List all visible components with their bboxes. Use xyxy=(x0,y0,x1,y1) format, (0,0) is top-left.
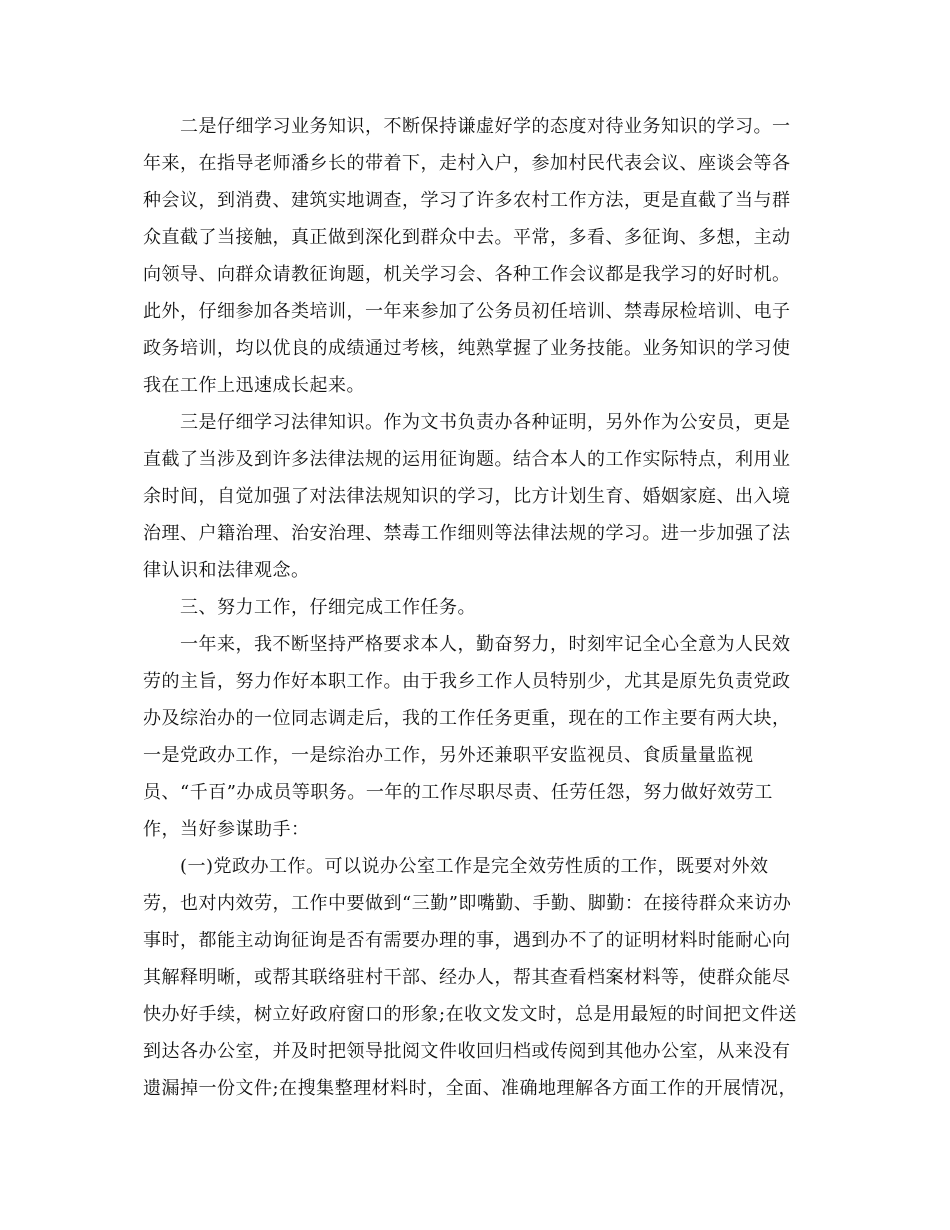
body-line: (一)党政办工作。可以说办公室工作是完全效劳性质的工作，既要对外效 xyxy=(143,856,769,877)
body-line: 劳，也对内效劳，工作中要做到“三勤”即嘴勤、手勤、脚勤：在接待群众来访办 xyxy=(143,893,792,914)
section-heading: 三、努力工作，仔细完成工作任务。 xyxy=(143,597,476,618)
body-line: 种会议，到消费、建筑实地调查，学习了许多农村工作方法，更是直截了当与群 xyxy=(143,190,791,211)
body-line: 我在工作上迅速成长起来。 xyxy=(143,375,365,396)
body-line: 众直截了当接触，真正做到深化到群众中去。平常，多看、多征询、多想，主动 xyxy=(143,227,791,248)
body-line: 此外，仔细参加各类培训，一年来参加了公务员初任培训、禁毒尿检培训、电子 xyxy=(143,301,791,322)
body-line: 员、“千百”办成员等职务。一年的工作尽职尽责、任劳任怨，努力做好效劳工 xyxy=(143,782,773,803)
body-line: 政务培训，均以优良的成绩通过考核，纯熟掌握了业务技能。业务知识的学习使 xyxy=(143,338,791,359)
body-line: 三是仔细学习法律知识。作为文书负责办各种证明，另外作为公安员，更是 xyxy=(143,412,791,433)
body-line: 办及综治办的一位同志调走后，我的工作任务更重，现在的工作主要有两大块， xyxy=(143,708,791,729)
body-line: 一年来，我不断坚持严格要求本人，勤奋努力，时刻牢记全心全意为人民效 xyxy=(143,634,791,655)
body-line: 向领导、向群众请教征询题，机关学习会、各种工作会议都是我学习的好时机。 xyxy=(143,264,791,285)
body-line: 事时，都能主动询征询是否有需要办理的事，遇到办不了的证明材料时能耐心向 xyxy=(143,930,791,951)
body-line: 到达各办公室，并及时把领导批阅文件收回归档或传阅到其他办公室，从来没有 xyxy=(143,1041,791,1062)
body-line: 直截了当涉及到许多法律法规的运用征询题。结合本人的工作实际特点，利用业 xyxy=(143,449,791,470)
body-line: 快办好手续，树立好政府窗口的形象;在收文发文时，总是用最短的时间把文件送 xyxy=(143,1004,798,1025)
body-line: 遗漏掉一份文件;在搜集整理材料时，全面、准确地理解各方面工作的开展情况， xyxy=(143,1078,798,1099)
body-line: 年来，在指导老师潘乡长的带着下，走村入户，参加村民代表会议、座谈会等各 xyxy=(143,153,791,174)
body-line: 其解释明晰，或帮其联络驻村干部、经办人，帮其查看档案材料等，使群众能尽 xyxy=(143,967,791,988)
body-line: 一是党政办工作，一是综治办工作，另外还兼职平安监视员、食质量量监视 xyxy=(143,745,754,766)
body-line: 余时间，自觉加强了对法律法规知识的学习，比方计划生育、婚姻家庭、出入境 xyxy=(143,486,791,507)
body-line: 作，当好参谋助手： xyxy=(143,819,310,840)
body-line: 律认识和法律观念。 xyxy=(143,560,310,581)
body-line: 二是仔细学习业务知识，不断保持谦虚好学的态度对待业务知识的学习。一 xyxy=(143,116,791,137)
body-line: 治理、户籍治理、治安治理、禁毒工作细则等法律法规的学习。进一步加强了法 xyxy=(143,523,791,544)
body-line: 劳的主旨，努力作好本职工作。由于我乡工作人员特别少，尤其是原先负责党政 xyxy=(143,671,791,692)
